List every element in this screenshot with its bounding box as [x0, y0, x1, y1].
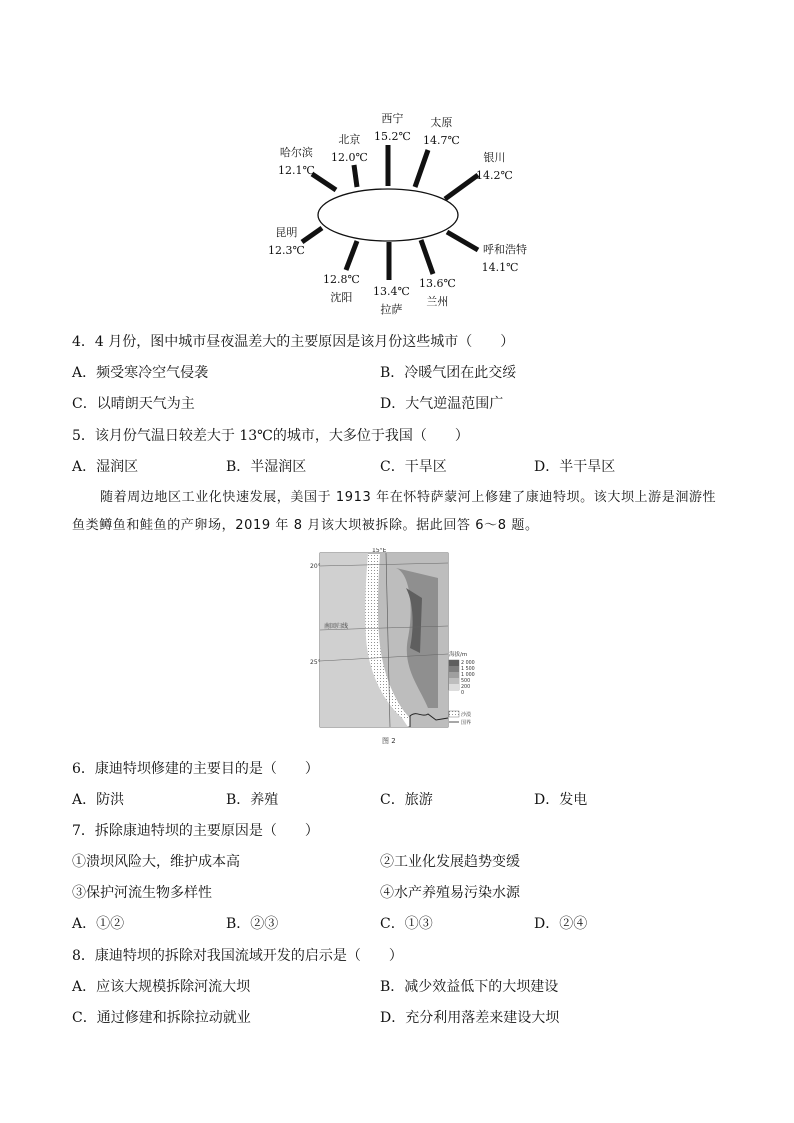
- legend-level-2000: 2 000: [461, 661, 475, 666]
- city-label-xining: 西宁 15.2℃: [374, 112, 411, 143]
- label-15e: 15°E: [372, 548, 387, 554]
- q7-statement-4: ④水产养殖易污染水源: [380, 885, 520, 901]
- q6-option-d: D．发电: [534, 792, 588, 808]
- city-label-lhasa: 13.4℃ 拉萨: [373, 285, 410, 316]
- q4-option-a: A．频受寒冷空气侵袭: [72, 365, 209, 381]
- diagram-graphic: [0, 0, 794, 320]
- legend-level-200: 200: [461, 685, 471, 690]
- legend-desert-swatch: [449, 711, 459, 717]
- q8-option-b: B．减少效益低下的大坝建设: [380, 979, 559, 995]
- bar-taiyuan: [415, 150, 428, 187]
- legend-level-500: 500: [461, 679, 471, 684]
- legend-level-1500: 1 500: [461, 667, 475, 672]
- q5-option-d: D．半干旱区: [534, 459, 616, 475]
- q5-option-c: C．干旱区: [380, 459, 447, 475]
- legend-border: 国界: [461, 720, 472, 726]
- city-label-yinchuan: 银川 14.2℃: [476, 151, 513, 182]
- q6-option-a: A．防洪: [72, 792, 125, 808]
- question-6-stem: 6．康迪特坝修建的主要目的是（ ）: [72, 761, 319, 777]
- city-label-beijing: 北京 12.0℃: [331, 133, 368, 164]
- q8-option-c: C．通过修建和拆除拉动就业: [72, 1010, 251, 1026]
- q4-option-b: B．冷暖气团在此交绥: [380, 365, 517, 381]
- q4-option-d: D．大气逆温范围广: [380, 396, 504, 412]
- q7-statement-1: ①溃坝风险大，维护成本高: [72, 854, 240, 870]
- legend-level-1000: 1 000: [461, 673, 475, 678]
- city-label-shenyang: 12.8℃ 沈阳: [323, 273, 360, 304]
- passage-line-1: 随着周边地区工业化快速发展，美国于 1913 年在怀特萨蒙河上修建了康迪特坝。该大坝上游是洄游性: [100, 490, 717, 505]
- figure-caption: 图 2: [382, 737, 396, 745]
- bar-harbin: [312, 174, 336, 190]
- q7-option-d: D．②④: [534, 916, 588, 932]
- city-label-kunming: 昆明 12.3℃: [268, 226, 305, 257]
- city-label-lanzhou: 13.6℃ 兰州: [419, 277, 456, 308]
- central-ellipse: [318, 189, 458, 241]
- legend-title: 海拔/m: [449, 652, 468, 658]
- q7-option-a: A．①②: [72, 916, 125, 932]
- q8-option-d: D．充分利用落差来建设大坝: [380, 1010, 560, 1026]
- q6-option-c: C．旅游: [380, 792, 433, 808]
- label-lat-20: 20°: [310, 563, 321, 570]
- q7-statement-3: ③保护河流生物多样性: [72, 885, 212, 901]
- q5-option-b: B．半湿润区: [226, 459, 307, 475]
- question-5-stem: 5．该月份气温日较差大于 13℃的城市，大多位于我国（ ）: [72, 428, 469, 444]
- bar-yinchuan: [445, 175, 478, 199]
- q8-option-a: A．应该大规模拆除河流大坝: [72, 979, 251, 995]
- question-4-stem: 4．4 月份，图中城市昼夜温差大的主要原因是该月份这些城市（ ）: [72, 334, 515, 350]
- legend-desert: 沙漠: [461, 712, 472, 718]
- bar-lanzhou: [421, 240, 433, 274]
- reading-passage: [72, 484, 732, 540]
- label-lat-25: 25°: [310, 659, 321, 666]
- temperature-bars: [302, 145, 478, 280]
- q5-option-a: A．湿润区: [72, 459, 139, 475]
- label-tropic: 南回归线: [324, 623, 349, 630]
- city-label-taiyuan: 太原 14.7℃: [423, 116, 460, 147]
- passage-line-2: 鱼类鳟鱼和鲑鱼的产卵场，2019 年 8 月该大坝被拆除。据此回答 6～8 题。: [72, 518, 539, 533]
- q4-option-c: C．以晴朗天气为主: [72, 396, 195, 412]
- map-figure: [310, 548, 490, 752]
- q7-statement-2: ②工业化发展趋势变缓: [380, 854, 520, 870]
- bar-beijing: [354, 165, 357, 187]
- question-8-stem: 8．康迪特坝的拆除对我国流域开发的启示是（ ）: [72, 948, 403, 964]
- city-label-hohhot: 呼和浩特 14.1℃: [481, 243, 527, 274]
- q6-option-b: B．养殖: [226, 792, 279, 808]
- legend-level-0: 0: [461, 691, 465, 696]
- q7-option-c: C．①③: [380, 916, 433, 932]
- bar-shenyang: [346, 241, 357, 270]
- bar-kunming: [302, 228, 322, 242]
- city-label-harbin: 哈尔滨 12.1℃: [278, 146, 315, 177]
- q7-option-b: B．②③: [226, 916, 279, 932]
- terrain-map: [310, 548, 490, 748]
- question-7-stem: 7．拆除康迪特坝的主要原因是（ ）: [72, 823, 319, 839]
